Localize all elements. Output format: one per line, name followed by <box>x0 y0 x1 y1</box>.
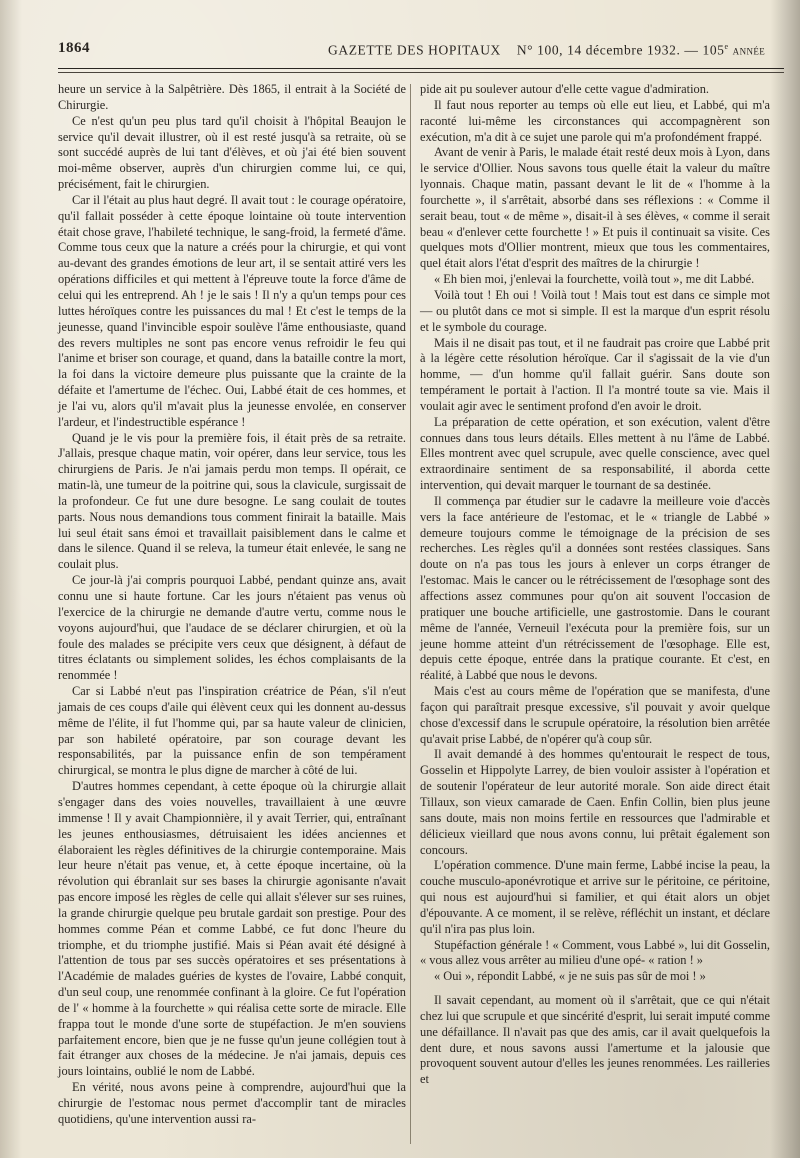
header-rule <box>58 68 784 69</box>
paragraph: Il commença par étudier sur le cadavre la meilleure voie d'accès vers la face antérieure de l'estomac, et le « triangle de Labbé » demeure toujours comme le témoignage de la précision de ses recherches. Les règles qu'il a données sont restées classiques. Sans doute on n'a pas tous les jours à enlever un corps étranger de l'estomac. Mais le cancer ou le rétrécissement de l'œsophage sont des affections assez communes pour qu'on ait souvent l'occasion de pratiquer une bouche artificielle, une gastrostomie. Dans le courant même de l'année, Verneuil l'exécuta pour la première fois, sur un jeune homme atteint d'un rétrécissement de l'œsophage. Elle est, depuis cette époque, entrée dans la pratique courante. Et c'est, en réalité, à Labbé que nous le devons. <box>420 493 770 683</box>
left-column <box>58 82 406 1128</box>
paragraph: Il faut nous reporter au temps où elle eut lieu, et Labbé, qui m'a raconté lui-même les circonstances qui accompagnèrent son exécution, m'a dit à ce sujet une parole qui m'a profondément frappé. <box>420 97 770 144</box>
header-rule-thin <box>58 72 784 73</box>
issue-year-label: ANNÉE <box>732 46 766 57</box>
paragraph: « Oui », répondit Labbé, « je ne suis pas sûr de moi ! » <box>434 969 706 984</box>
running-header <box>58 36 780 64</box>
paragraph: L'opération commence. D'une main ferme, Labbé incise la peau, la couche musculo-aponévrotique et arrive sur le péritoine, ce péritoine, qui nous est aujourd'hui si familier, et qui était alors un objet d'épouvante. A ce moment, il se relève, réfléchit un instant, et déclare qu'il n'ira pas plus loin. <box>420 858 770 936</box>
paragraph: Il savait cependant, au moment où il s'arrêtait, que ce qui n'était chez lui que scrupule et que sincérité d'esprit, lui serait imputé comme une défaillance. Il n'avait pas que des amis, car il avait quelquefois la dent dure, et nous savons aussi l'amertume et la jalousie que provoquent souvent autour d'elles les jeunes renommées. Les railleries et <box>420 993 770 1087</box>
paragraph: Ce n'est qu'un peu plus tard qu'il choisit à l'hôpital Beaujon le service qu'il devait illustrer, où il est resté jusqu'à sa retraite, où se sont succédé auprès de lui tant d'élèves, et où j'ai été bien souvent moi-même observer, auprès d'un chirurgien comme lui, ce qui, précisément, fait le chirurgien. <box>58 113 406 192</box>
right-column <box>420 82 770 1088</box>
paragraph: Quand je le vis pour la première fois, il était près de sa retraite. J'allais, presque chaque matin, voir opérer, dans leur service, tous les chirurgiens de Paris. Je n'ai jamais perdu mon temps. Il opérait, ce matin-là, une tumeur de la poitrine qui, sous la clavicule, surgissait de la profondeur. Ce fut une dure besogne. Le sang coulait de toutes parts. Nous nous demandions tous comment finirait la bataille. Mais lui seul était sans émoi et travaillait paisiblement dans le calme et dans le silence. Quand il se releva, la tumeur était enlevée, le sang ne coulait plus. <box>58 430 406 572</box>
paragraph: D'autres hommes cependant, à cette époque où la chirurgie allait s'engager dans des voies nouvelles, travaillaient à une œuvre immense ! Il y avait Championnière, il y avait Terrier, qui, entraînant les jeunes enthousiasmes, détruisaient les idées anciennes et élaboraient les règles définitives de la chirurgie contemporaine. Mais leur heure n'était pas venue, et, à cette époque incertaine, où la révolution qui ébranlait sur ses bases la chirurgie agonisante n'avait pas encore imposé les règles de celle qui allait s'élever sur ses ruines, la grande chirurgie quelque peu brutale gardait son prestige. Pour des hommes comme Péan et comme Labbé, ce fut donc l'heure du triomphe, et du triomphe justifié. Mais si Péan avait été désigné à l'attention de tous par ses succès opératoires et ses présentations à l'Académie de malades guéries de kystes de l'ovaire, Labbé conquit, d'un seul coup, une renommée confinant à la gloire. Ce fut l'opération de l' « homme à la fourchette » qui réalisa cette sorte de miracle. Elle frappa tout le monde d'une sorte de stupéfaction. Je m'en souviens parfaitement encore, bien que je ne fusse qu'un jeune collégien tout à fait étranger aux choses de la médecine. Je n'ai jamais, depuis ces jours lointains, oublié le nom de Labbé. <box>58 779 406 1079</box>
paragraph: Mais il ne disait pas tout, et il ne faudrait pas croire que Labbé prit à la légère cette résolution héroïque. Car il s'agissait de la vie d'un homme, — d'un homme qu'il fallait guérir. Sans doute son tempérament le portait à l'action. Il l'a montré toute sa vie. Mais il voulait agir avec le sentiment profond d'en avoir le droit. <box>420 335 770 413</box>
paragraph: heure un service à la Salpêtrière. Dès 1865, il entrait à la Société de Chirurgie. <box>58 82 406 112</box>
column-divider <box>410 84 411 1144</box>
paragraph: Avant de venir à Paris, le malade était resté deux mois à Lyon, dans le service d'Ollier. Nous savons tous quelle était la valeur du maître lyonnais. Chaque matin, passant devant le lit de « l'homme à la fourchette », il s'arrêtait, absorbé dans ses réflexions : « Comme il serait beau, tout « de même », disait-il à ses élèves, « comme il serait beau « d'enlever cette fourchette ! » Et puis il continuait sa visite. Ces quelques mots d'Ollier montrent, mieux que tous les commentaires, quel était alors l'état d'esprit des maîtres de la chirurgie ! <box>420 145 770 271</box>
paragraph: La préparation de cette opération, et son exécution, valent d'être connues dans tous leurs détails. Elles mettent à nu l'âme de Labbé. Elles montrent avec quel scrupule, avec quelle conscience, avec quel extraordinaire sentiment de sa responsabilité, il aborda cette intervention, qui devait marquer le tournant de sa destinée. <box>420 414 770 493</box>
page-number: 1864 <box>58 40 90 56</box>
paragraph: pide ait pu soulever autour d'elle cette vague d'admiration. <box>420 82 710 96</box>
running-title <box>328 42 765 59</box>
paragraph: Il avait demandé à des hommes qu'entourait le respect de tous, Gosselin et Hippolyte Larrey, de bien vouloir assister à l'opération et de soutenir l'opérateur de leur autorité morale. Son aide direct était Tillaux, son vieux camarade de Caen. Enfin Collin, bien plus jeune sans doute, mais non moins fertile en ressources que l'admirable et délicieux vieillard que nous avons connu, lui prêtait également son concours. <box>420 747 770 857</box>
page-left-edge-shading <box>0 0 22 1158</box>
paragraph: En vérité, nous avons peine à comprendre, aujourd'hui que la chirurgie de l'estomac nous permet d'accomplir tant de miracles quotidiens, qu'une intervention aussi ra- <box>58 1080 406 1126</box>
page-right-edge-shading <box>770 0 800 1158</box>
issue-suffix: e <box>724 42 729 51</box>
paragraph: Voilà tout ! Eh oui ! Voilà tout ! Mais tout est dans ce simple mot — ou plutôt dans ce mot si simple. Il est la marque d'un esprit résolu et le symbole du courage. <box>420 287 770 334</box>
journal-title: GAZETTE DES HOPITAUX <box>328 42 501 58</box>
paragraph: Stupéfaction générale ! « Comment, vous Labbé », lui dit Gosselin, « vous allez vous arrêter au milieu d'une opé- « ration ! » <box>420 937 770 968</box>
paragraph: Ce jour-là j'ai compris pourquoi Labbé, pendant quinze ans, avait connu une si haute fortune. Car les jours n'étaient pas venus où l'exercice de la chirurgie ne demande d'autre vertu, comme nous le voyons aujourd'hui, que l'audace de se déclarer chirurgien, et où la foule des malades se précipite vers ceux que désignent, à défaut de titres éclatants ou simplement solides, les échos complaisants de la renommée ! <box>58 573 406 683</box>
paragraph: Car si Labbé n'eut pas l'inspiration créatrice de Péan, s'il n'eut jamais de ces coups d'aile qui élèvent ceux qui les donnent au-dessus même de l'élite, il fut l'homme qui, par sa haute valeur de clinicien, par son habileté opératoire, par son courage devant les responsabilités, par la puissance enfin de son tempérament chirurgical, se montra le plus digne de marcher à côté de lui. <box>58 684 406 778</box>
paragraph: « Eh bien moi, j'enlevai la fourchette, voilà tout », me dit Labbé. <box>434 272 755 287</box>
paragraph: Car il l'était au plus haut degré. Il avait tout : le courage opératoire, qu'il fallait posséder à cette époque lointaine où toute intervention était chose grave, l'habileté technique, le sang-froid, la fermeté d'âme. Comme tous ceux que la nature a créés pour la chirurgie, et qui vont au-devant des grandes émotions de leur art, il se sentait attiré vers les opérations difficiles et qui mettent à l'épreuve toute la force d'âme de celui qui les entreprend. Ah ! je le sais ! Il n'y a qu'un temps pour ces luttes héroïques contre les puissances du mal ! Et c'est le temps de la jeunesse, quand l'invincible espoir soulève l'âme enthousiaste, quand des revers multiples ne sont pas encore venus refroidir le feu qui l'anime et briser son courage, et quand, dans la bataille contre la mort, la foi dans la victoire demeure plus puissante que la crainte de la défaite et l'amertume de l'échec. Oui, Labbé était de ces hommes, et je l'ai vu, alors qu'il m'avait plus la jeunesse envolée, en conserver l'ardeur, et l'indestructible espérance ! <box>58 192 406 429</box>
paragraph: Mais c'est au cours même de l'opération que se manifesta, d'une façon qui paraîtrait presque excessive, s'il pouvait y avoir quelque chose d'excessif dans le scrupule opératoire, la résolution bien arrêtée qu'avait prise Labbé, de n'opérer qu'à coup sûr. <box>420 684 770 746</box>
issue-line: N° 100, 14 décembre 1932. — 105 <box>516 42 725 58</box>
